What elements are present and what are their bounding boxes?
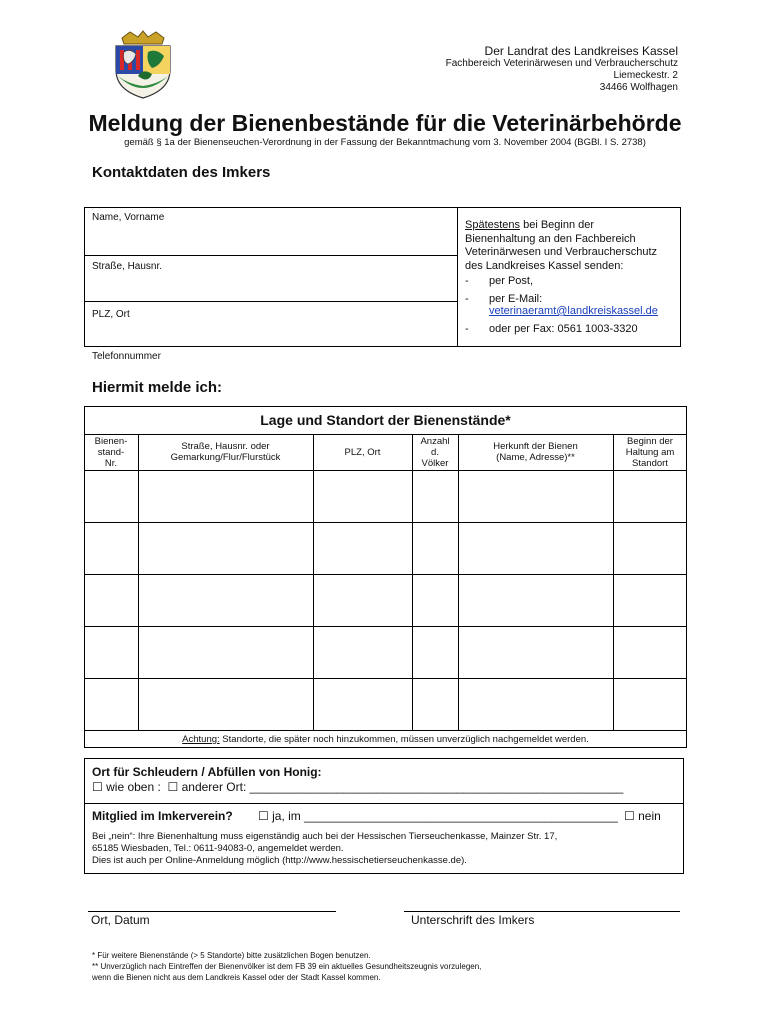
verein-heading: Mitglied im Imkerverein? — [92, 809, 233, 823]
honey-heading: Ort für Schleudern / Abfüllen von Honig: — [92, 765, 322, 779]
col-header-plz: PLZ, Ort — [344, 446, 381, 458]
col-header-street: Straße, Hausnr. oder Gemarkung/Flur/Flurstück — [170, 441, 281, 463]
note-emphasis: Achtung: — [182, 734, 220, 745]
info-text: bei Beginn der — [520, 219, 595, 231]
option-other-label: anderer Ort: ________________________________________________________ — [181, 780, 624, 794]
date-place-label[interactable]: Ort, Datum — [91, 913, 150, 927]
checkbox-other[interactable]: ☐ — [167, 780, 179, 794]
col-header-origin: Herkunft der Bienen (Name, Adresse)** — [493, 441, 578, 463]
post-option: per Post, — [489, 275, 534, 287]
verein-info-line: Dies ist auch per Online-Anmeldung möglich (http://www.hessischetierseuchenkasse.de). — [92, 855, 467, 866]
verein-no-label: nein — [638, 809, 661, 823]
submission-info — [465, 219, 677, 273]
contact-heading: Kontaktdaten des Imkers — [92, 164, 271, 181]
info-emphasis: Spätestens — [465, 219, 521, 231]
address-line: Liemeckestr. 2 — [613, 70, 678, 81]
info-text: Bienenhaltung an den Fachbereich — [465, 232, 636, 245]
coat-of-arms-icon — [108, 30, 178, 100]
verein-yes-label: ja, im _______________________________________________ — [272, 809, 618, 823]
page-subtitle: gemäß § 1a der Bienenseuchen-Verordnung in der Fassung der Bekanntmachung vom 3. November 2004 (BGBl. I S. 2738) — [124, 137, 646, 148]
info-text: des Landkreises Kassel senden: — [465, 259, 624, 272]
option-same-label: wie oben : — [106, 780, 161, 794]
footnote: wenn die Bienen nicht aus dem Landkreis Kassel oder der Stadt Kassel kommen. — [92, 973, 381, 982]
dash: - — [465, 323, 469, 335]
page-title: Meldung der Bienenbestände für die Veterinärbehörde — [88, 110, 682, 136]
verein-yes-option — [258, 809, 618, 823]
address-line: Fachbereich Veterinärwesen und Verbraucherschutz — [445, 58, 678, 69]
footnote: * Für weitere Bienenstände (> 5 Standorte) bitte zusätzlichen Bogen benutzen. — [92, 951, 371, 960]
footnote: ** Unverzüglich nach Eintreffen der Bienenvölker ist dem FB 39 ein aktuelles Gesundheitszeugnis vorzulegen, — [92, 962, 482, 971]
plz-field[interactable]: PLZ, Ort — [92, 309, 130, 320]
col-header-start: Beginn der Haltung am Standort — [625, 435, 675, 469]
verein-info-line: 65185 Wiesbaden, Tel.: 0611-94083-0, angemeldet werden. — [92, 843, 344, 854]
table-note — [84, 734, 687, 745]
verein-info — [92, 831, 557, 867]
dash: - — [465, 275, 469, 287]
col-header-count: Anzahl d. Völker — [420, 435, 450, 469]
checkbox-yes[interactable]: ☐ — [258, 809, 269, 823]
signature-label[interactable]: Unterschrift des Imkers — [411, 913, 535, 927]
checkbox-no[interactable]: ☐ — [624, 809, 635, 823]
address-line: Der Landrat des Landkreises Kassel — [484, 44, 678, 58]
address-line: 34466 Wolfhagen — [599, 82, 678, 93]
report-heading: Hiermit melde ich: — [92, 379, 223, 396]
honey-options — [92, 780, 623, 794]
checkbox-same[interactable]: ☐ — [92, 780, 103, 794]
table-title: Lage und Standort der Bienenstände* — [260, 412, 511, 428]
dash: - — [465, 293, 469, 305]
note-text: Standorte, die später noch hinzukommen, müssen unverzüglich nachgemeldet werden. — [219, 734, 589, 745]
email-option: per E-Mail: — [489, 293, 543, 305]
info-text: Veterinärwesen und Verbraucherschutz — [465, 246, 658, 258]
street-field[interactable]: Straße, Hausnr. — [92, 261, 163, 272]
email-link[interactable]: veterinaeramt@landkreiskassel.de — [489, 305, 658, 317]
fax-option: oder per Fax: 0561 1003-3320 — [489, 323, 638, 335]
verein-info-line: Bei „nein“: Ihre Bienenhaltung muss eigenständig auch bei der Hessischen Tierseuchenkasse, Mainzer Str. 17, — [92, 831, 558, 842]
col-header-stand-nr: Bienen- stand- Nr. — [94, 435, 128, 469]
authority-address — [446, 44, 678, 94]
name-field[interactable]: Name, Vorname — [92, 212, 165, 223]
footnotes — [92, 950, 481, 983]
verein-no-option — [624, 809, 661, 823]
phone-field[interactable]: Telefonnummer — [92, 351, 161, 362]
